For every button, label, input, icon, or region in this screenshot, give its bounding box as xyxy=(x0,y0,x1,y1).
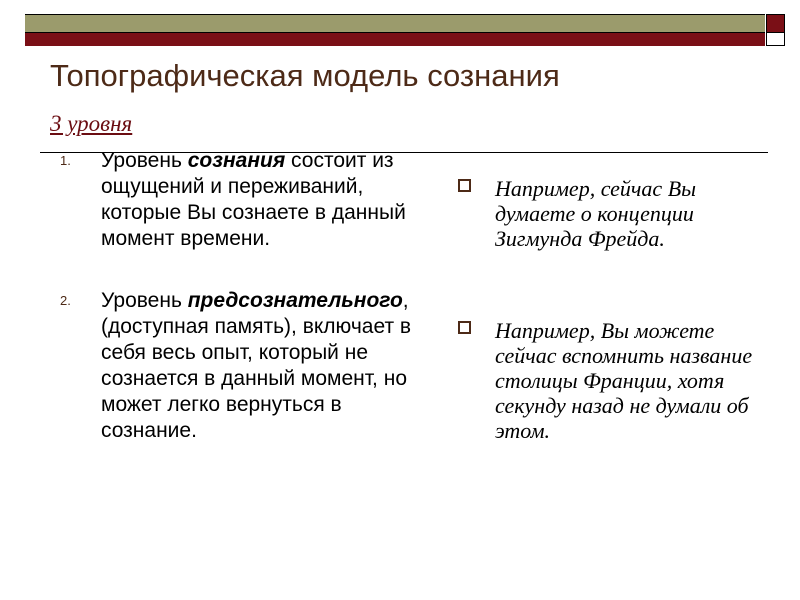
list-text-before: Уровень xyxy=(101,149,188,172)
header-maroon-bar xyxy=(25,33,765,46)
header-corner-square-lower xyxy=(766,33,785,46)
square-bullet-icon xyxy=(458,321,471,334)
list-text-before: Уровень xyxy=(101,289,188,312)
example-capital xyxy=(455,318,775,443)
list-item-consciousness xyxy=(60,148,440,252)
list-text-after: , (доступная память), включает в себя весь опыт, который не сознается в данный момент, но может легко вернуться в сознание. xyxy=(101,289,412,442)
example-text: Например, сейчас Вы думаете о концепции Зигмунда Фрейда. xyxy=(495,176,697,251)
list-text-emphasis: сознания xyxy=(187,149,286,172)
list-text-after: состоит из ощущений и переживаний, которые Вы сознаете в данный момент времени. xyxy=(101,149,406,250)
header-corner-square xyxy=(766,14,785,33)
slide-title: Топографическая модель сознания xyxy=(50,58,560,93)
example-text: Например, Вы можете сейчас вспомнить название столицы Франции, хотя секунду назад не думали об этом. xyxy=(495,318,753,443)
list-number: 1. xyxy=(60,153,71,168)
example-freud xyxy=(455,176,775,251)
left-numbered-list xyxy=(60,148,440,444)
list-number: 2. xyxy=(60,293,71,308)
header-olive-bar xyxy=(25,14,765,33)
right-bullet-list xyxy=(455,176,775,443)
list-text-emphasis: предсознательного xyxy=(187,289,403,312)
list-item-preconscious xyxy=(60,288,440,444)
slide-subtitle: 3 уровня xyxy=(50,111,133,136)
square-bullet-icon xyxy=(458,179,471,192)
